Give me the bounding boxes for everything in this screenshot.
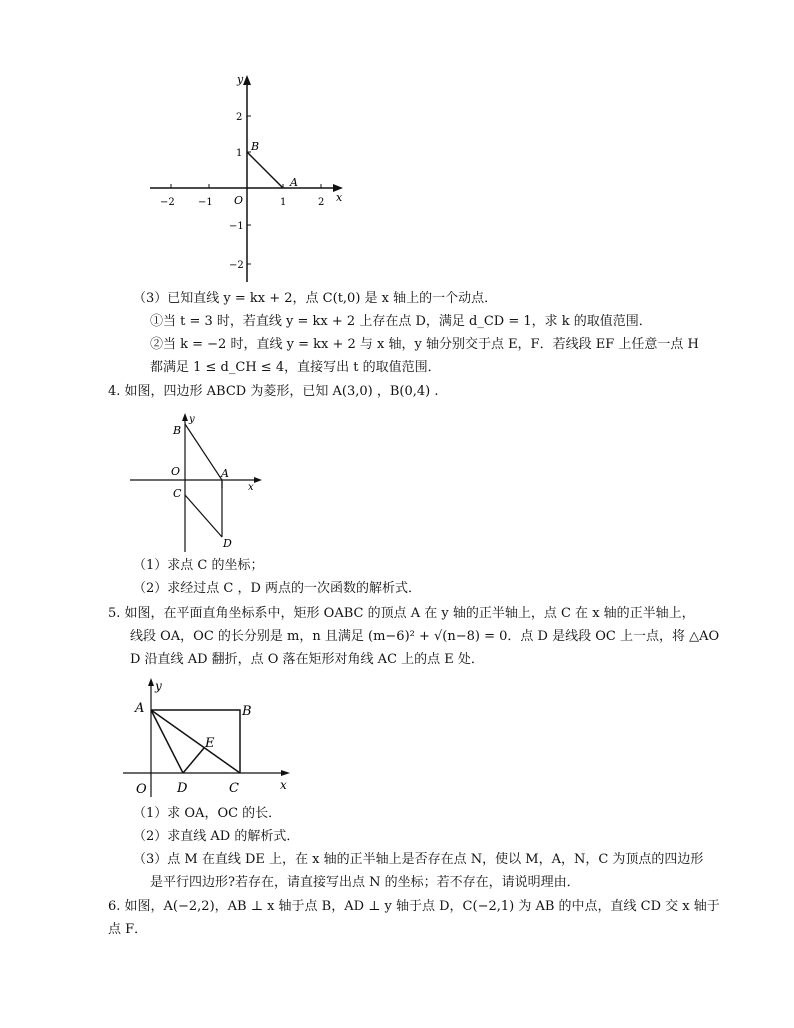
y-axis-label: y xyxy=(155,679,162,693)
figure-3-rectangle-fold xyxy=(118,675,298,800)
y-axis-label: y xyxy=(189,414,195,425)
segment-ab xyxy=(247,152,283,188)
q5-part1: （1）求 OA，OC 的长． xyxy=(133,806,282,821)
q4-stem: 4. 如图，四边形 ABCD 为菱形，已知 A(3,0) ，B(0,4) . xyxy=(108,384,439,399)
y-tick-label: −2 xyxy=(229,260,244,271)
x-axis-arrow-icon xyxy=(281,770,290,776)
y-axis-arrow-icon xyxy=(243,75,251,85)
point-e-label: E xyxy=(205,736,215,751)
fold-line-ad xyxy=(151,710,183,773)
x-tick-label: −1 xyxy=(198,197,213,208)
q5-stem-line3: D 沿直线 AD 翻折，点 O 落在矩形对角线 AC 上的点 E 处． xyxy=(130,652,484,667)
side-cd xyxy=(185,495,222,537)
point-d-label: D xyxy=(223,537,232,550)
x-tick-label: −2 xyxy=(160,197,175,208)
origin-label: O xyxy=(234,194,244,207)
y-axis-arrow-icon xyxy=(182,413,188,421)
q6-stem-line1: 6. 如图，A(−2,2)，AB ⊥ x 轴于点 B，AD ⊥ y 轴于点 D，C(−2,1) 为 AB 的中点，直线 CD 交 x 轴于 xyxy=(108,899,720,914)
diagonal-ac xyxy=(151,710,240,773)
q3-part3-sub1: ①当 t = 3 时，若直线 y = kx + 2 上存在点 D，满足 d_CD = 1，求 k 的取值范围． xyxy=(150,314,652,329)
side-ba xyxy=(185,424,222,488)
q6-stem-line2: 点 F． xyxy=(108,922,148,937)
figure-1-coordinate-plane xyxy=(140,70,360,285)
point-d-label: D xyxy=(177,781,188,796)
x-axis-arrow-icon xyxy=(254,477,262,483)
y-axis-arrow-icon xyxy=(148,678,154,686)
y-axis-label: y xyxy=(237,73,244,86)
q4-part1: （1）求点 C 的坐标； xyxy=(133,558,264,573)
q4-part2: （2）求经过点 C ，D 两点的一次函数的解析式． xyxy=(133,581,422,596)
point-b-label: B xyxy=(173,424,182,437)
point-b-label: B xyxy=(251,140,260,153)
point-c-label: C xyxy=(173,487,182,500)
q3-part3-intro: （3）已知直线 y = kx + 2，点 C(t,0) 是 x 轴上的一个动点． xyxy=(133,291,498,306)
q5-part3-line2: 是平行四边形?若存在，请直接写出点 N 的坐标；若不存在，请说明理由． xyxy=(150,875,580,890)
point-c-label: C xyxy=(229,781,239,796)
point-a-label: A xyxy=(290,176,298,189)
point-a-label: A xyxy=(221,467,229,480)
q3-part3-sub2-line2: 都满足 1 ≤ d_CH ≤ 4，直接写出 t 的取值范围． xyxy=(150,360,441,375)
q5-stem-line1: 5. 如图，在平面直角坐标系中，矩形 OABC 的顶点 A 在 y 轴的正半轴上，点 C 在 x 轴的正半轴上， xyxy=(108,606,695,621)
x-tick-label: 2 xyxy=(318,197,325,208)
origin-label: O xyxy=(171,465,181,478)
y-tick-label: 2 xyxy=(236,112,243,123)
point-a-label: A xyxy=(135,701,145,716)
figure-2-rhombus xyxy=(125,410,270,555)
segment-de xyxy=(183,748,204,773)
point-b-label: B xyxy=(242,704,252,719)
q5-part2: （2）求直线 AD 的解析式． xyxy=(133,829,300,844)
x-axis-label: x xyxy=(336,191,343,204)
q5-part3-line1: （3）点 M 在直线 DE 上，在 x 轴的正半轴上是否存在点 N，使以 M，A，N，C 为顶点的四边形 xyxy=(133,852,704,867)
q3-part3-sub2-line1: ②当 k = −2 时，直线 y = kx + 2 与 x 轴，y 轴分别交于点 E，F．若线段 EF 上任意一点 H xyxy=(150,337,699,352)
x-axis-label: x xyxy=(280,778,287,792)
y-tick-label: 1 xyxy=(236,148,243,159)
origin-label: O xyxy=(136,782,147,797)
x-axis-label: x xyxy=(248,482,254,493)
x-tick-label: 1 xyxy=(280,197,287,208)
y-tick-label: −1 xyxy=(229,221,244,232)
q5-stem-line2: 线段 OA，OC 的长分别是 m，n 且满足 (m−6)² + √(n−8) = 0．点 D 是线段 OC 上一点，将 △AO xyxy=(130,629,720,644)
